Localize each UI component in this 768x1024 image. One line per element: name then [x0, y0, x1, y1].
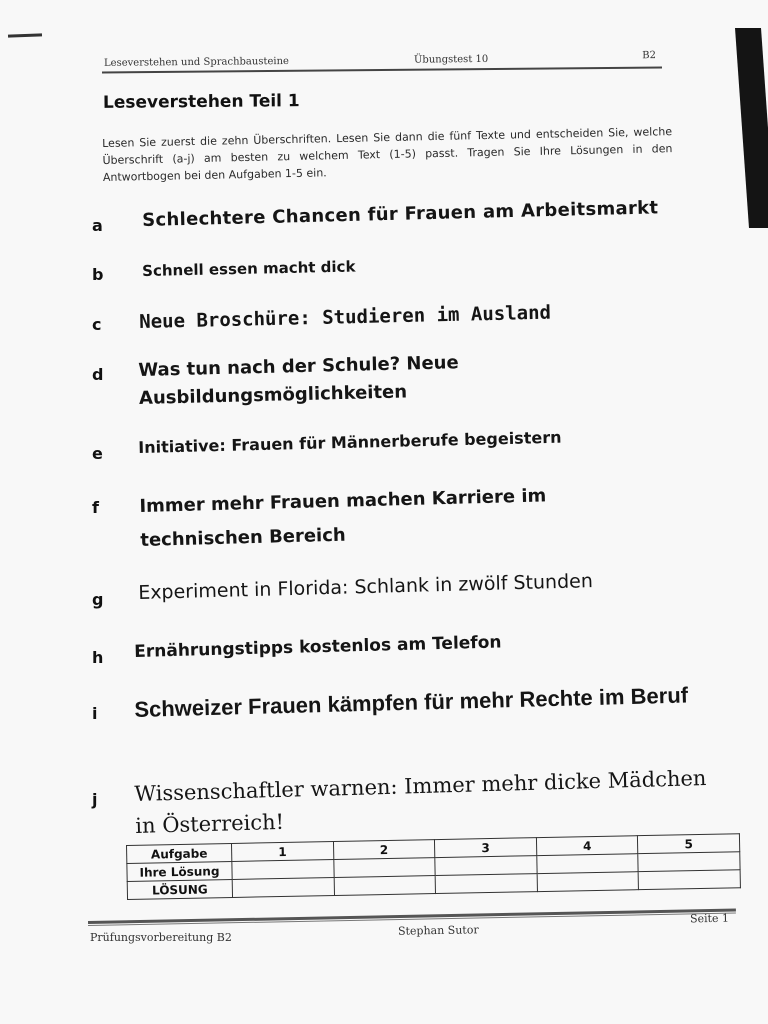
- item-heading: Was tun nach der Schule? Neue Ausbildungsmöglichkeiten: [138, 352, 459, 409]
- instructions: [102, 123, 673, 186]
- instructions-text: Lesen Sie zuerst die zehn Überschriften. Lesen Sie dann die fünf Texte und entscheiden Sie, welche Überschrift (a-j) am besten zu welchem Text (1-5) passt. Tragen Sie Ihre Lösungen in den Antwortbogen bei den Aufgaben 1-5 ein.: [102, 125, 673, 184]
- answer-cell[interactable]: [333, 858, 435, 878]
- scan-shadow: [735, 28, 768, 228]
- item-letter: c: [92, 315, 102, 334]
- item-heading: Schnell essen macht dick: [142, 257, 356, 280]
- column-header: 4: [536, 836, 638, 856]
- item-heading: Schweizer Frauen kämpfen für mehr Rechte im Beruf: [134, 682, 689, 722]
- header-center-text: Übungstest 10: [413, 53, 489, 66]
- item-letter: d: [92, 365, 104, 384]
- header-left-text: Leseverstehen und Sprachbausteine: [103, 55, 289, 69]
- item-letter: g: [92, 590, 104, 609]
- footer-divider: [88, 909, 736, 924]
- answer-table: [126, 833, 741, 900]
- column-header: 3: [435, 838, 537, 858]
- item-letter: f: [92, 498, 99, 517]
- footer-left-text: Prüfungsvorbereitung B2: [90, 931, 232, 944]
- column-header: 1: [231, 842, 333, 862]
- section-title: Leseverstehen Teil 1: [102, 91, 300, 113]
- item-letter: a: [92, 216, 103, 235]
- answer-cell[interactable]: [435, 856, 537, 876]
- row-label-ihre-loesung: Ihre Lösung: [127, 861, 232, 881]
- solution-cell: [334, 876, 436, 896]
- row-label-loesung: LÖSUNG: [127, 879, 232, 899]
- footer-right-text: Seite 1: [689, 911, 730, 926]
- item-heading: Ernährungstipps kostenlos am Telefon: [134, 632, 502, 662]
- item-letter: h: [92, 648, 104, 667]
- item-heading: Experiment in Florida: Schlank in zwölf Stunden: [138, 570, 594, 604]
- answer-cell[interactable]: [537, 854, 639, 874]
- item-heading: Neue Broschüre: Studieren im Ausland: [139, 301, 552, 333]
- solution-cell: [232, 878, 334, 898]
- row-label-aufgabe: Aufgabe: [127, 843, 232, 863]
- header-right-text: B2: [642, 50, 657, 62]
- column-header: 2: [333, 840, 435, 860]
- footer-center-text: Stephan Sutor: [397, 923, 479, 938]
- column-header: 5: [638, 834, 740, 854]
- item-letter: b: [92, 265, 104, 284]
- item-heading: Initiative: Frauen für Männerberufe begeistern: [138, 427, 562, 457]
- item-letter: j: [92, 790, 98, 809]
- item-heading: Immer mehr Frauen machen Karriere im technischen Bereich: [139, 485, 547, 551]
- answer-cell[interactable]: [638, 852, 740, 872]
- item-heading: Schlechtere Chancen für Frauen am Arbeitsmarkt: [142, 197, 659, 231]
- solution-cell: [537, 872, 639, 892]
- solution-cell: [435, 874, 537, 894]
- item-heading: Wissenschaftler warnen: Immer mehr dicke Mädchen in Österreich!: [134, 766, 707, 838]
- solution-cell: [638, 870, 740, 890]
- item-letter: i: [92, 704, 98, 723]
- scan-mark: [8, 33, 42, 37]
- item-letter: e: [92, 444, 103, 463]
- answer-cell[interactable]: [232, 860, 334, 880]
